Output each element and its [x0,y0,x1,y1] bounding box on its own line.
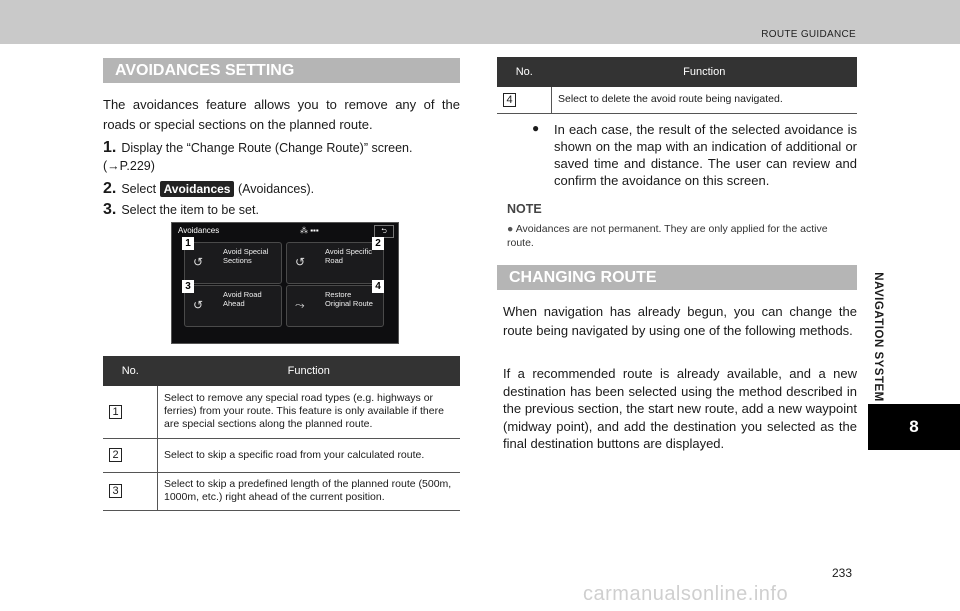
intro-paragraph: The avoidances feature allows you to remove any of the roads or special sections on the planned route. [103,97,460,132]
table-row [497,87,857,113]
callout-marker: 4 [372,280,384,293]
restore-original-route-tile[interactable] [286,285,384,327]
table-row [103,438,460,472]
tile-label: Restore Original Route [325,290,373,308]
note-bullet-icon: ● [507,223,516,235]
table-row [103,386,460,438]
note-heading: NOTE [507,202,542,216]
row-function: Select to delete the avoid route being navigated. [552,87,858,113]
row-number: 4 [503,93,516,107]
row-number: 1 [109,405,122,419]
section-heading-changing-route: CHANGING ROUTE [497,265,857,290]
avoidances-screenshot [171,222,399,344]
bullet-paragraph: In each case, the result of the selected avoidance is shown on the map with an indication of additional or saved time and distance. The user can review and confirm the avoidance on this screen. [554,122,857,188]
step-1 [103,139,460,175]
avoid-road-ahead-tile[interactable] [184,285,282,327]
route-road-icon: ↺ [295,255,306,269]
road-ahead-icon: ↺ [193,298,204,312]
callout-marker: 3 [182,280,194,293]
page-number: 233 [832,566,853,580]
step-text: (Avoidances). [234,182,315,196]
restore-route-icon: ⤳ [295,298,305,312]
tile-label: Avoid Special Sections [223,247,269,265]
note-content: Avoidances are not permanent. They are only applied for the active route. [507,223,828,249]
step-2 [103,180,460,198]
row-number: 3 [109,484,122,498]
column-header-no: No. [103,356,158,386]
route-special-icon: ↺ [193,255,204,269]
changing-route-paragraph-2: If a recommended route is already available, and a new destination has been selected using the method described in the previous section, the start new route, add a new waypoint (midway point), and add the destination you selected as the final destination buttons are displayed. [503,366,857,451]
step-text: Display the “Change Route (Change Route)” screen. (→P.229) [103,141,413,173]
function-table-right [497,57,857,114]
watermark: carmanualsonline.info [583,583,789,605]
tile-label: Avoid Specific Road [325,247,372,265]
callout-marker: 2 [372,237,384,250]
step-3 [103,201,460,219]
avoid-special-sections-tile[interactable] [184,242,282,284]
row-function: Select to remove any special road types (e.g. highways or ferries) from your route. This feature is only available if there are special sections along the planned route. [158,386,461,438]
note-text [507,222,857,250]
screen-title: Avoidances [178,226,220,235]
section-heading-avoidances: AVOIDANCES SETTING [103,58,460,83]
tile-label: Avoid Road Ahead [223,290,262,308]
step-number: 3. [103,201,117,218]
changing-route-paragraph-1: When navigation has already begun, you can change the route being navigated by using one of the following methods. [503,304,857,338]
step-number: 2. [103,180,117,197]
column-header-function: Function [552,57,858,87]
avoidances-button-label: Avoidances [160,181,235,197]
chapter-tab: 8 [868,404,960,450]
row-number: 2 [109,448,122,462]
step-text: Select the item to be set. [121,203,259,217]
callout-marker: 1 [182,237,194,250]
running-header: ROUTE GUIDANCE [761,29,856,40]
row-function: Select to skip a specific road from your calculated route. [158,438,461,472]
back-icon[interactable]: ⮌ [374,225,394,238]
column-header-function: Function [158,356,461,386]
avoid-specific-road-tile[interactable] [286,242,384,284]
step-text: Select [121,182,160,196]
step-number: 1. [103,139,117,156]
column-header-no: No. [497,57,552,87]
function-table-left [103,356,460,511]
side-tab-label: NAVIGATION SYSTEM [872,272,884,402]
row-function: Select to skip a predefined length of the planned route (500m, 1000m, etc.) right ahead of the current position. [158,472,461,510]
status-icons: ⁂ ▪▪▪ [300,226,319,235]
bullet-marker: ● [532,121,540,135]
table-row [103,472,460,510]
